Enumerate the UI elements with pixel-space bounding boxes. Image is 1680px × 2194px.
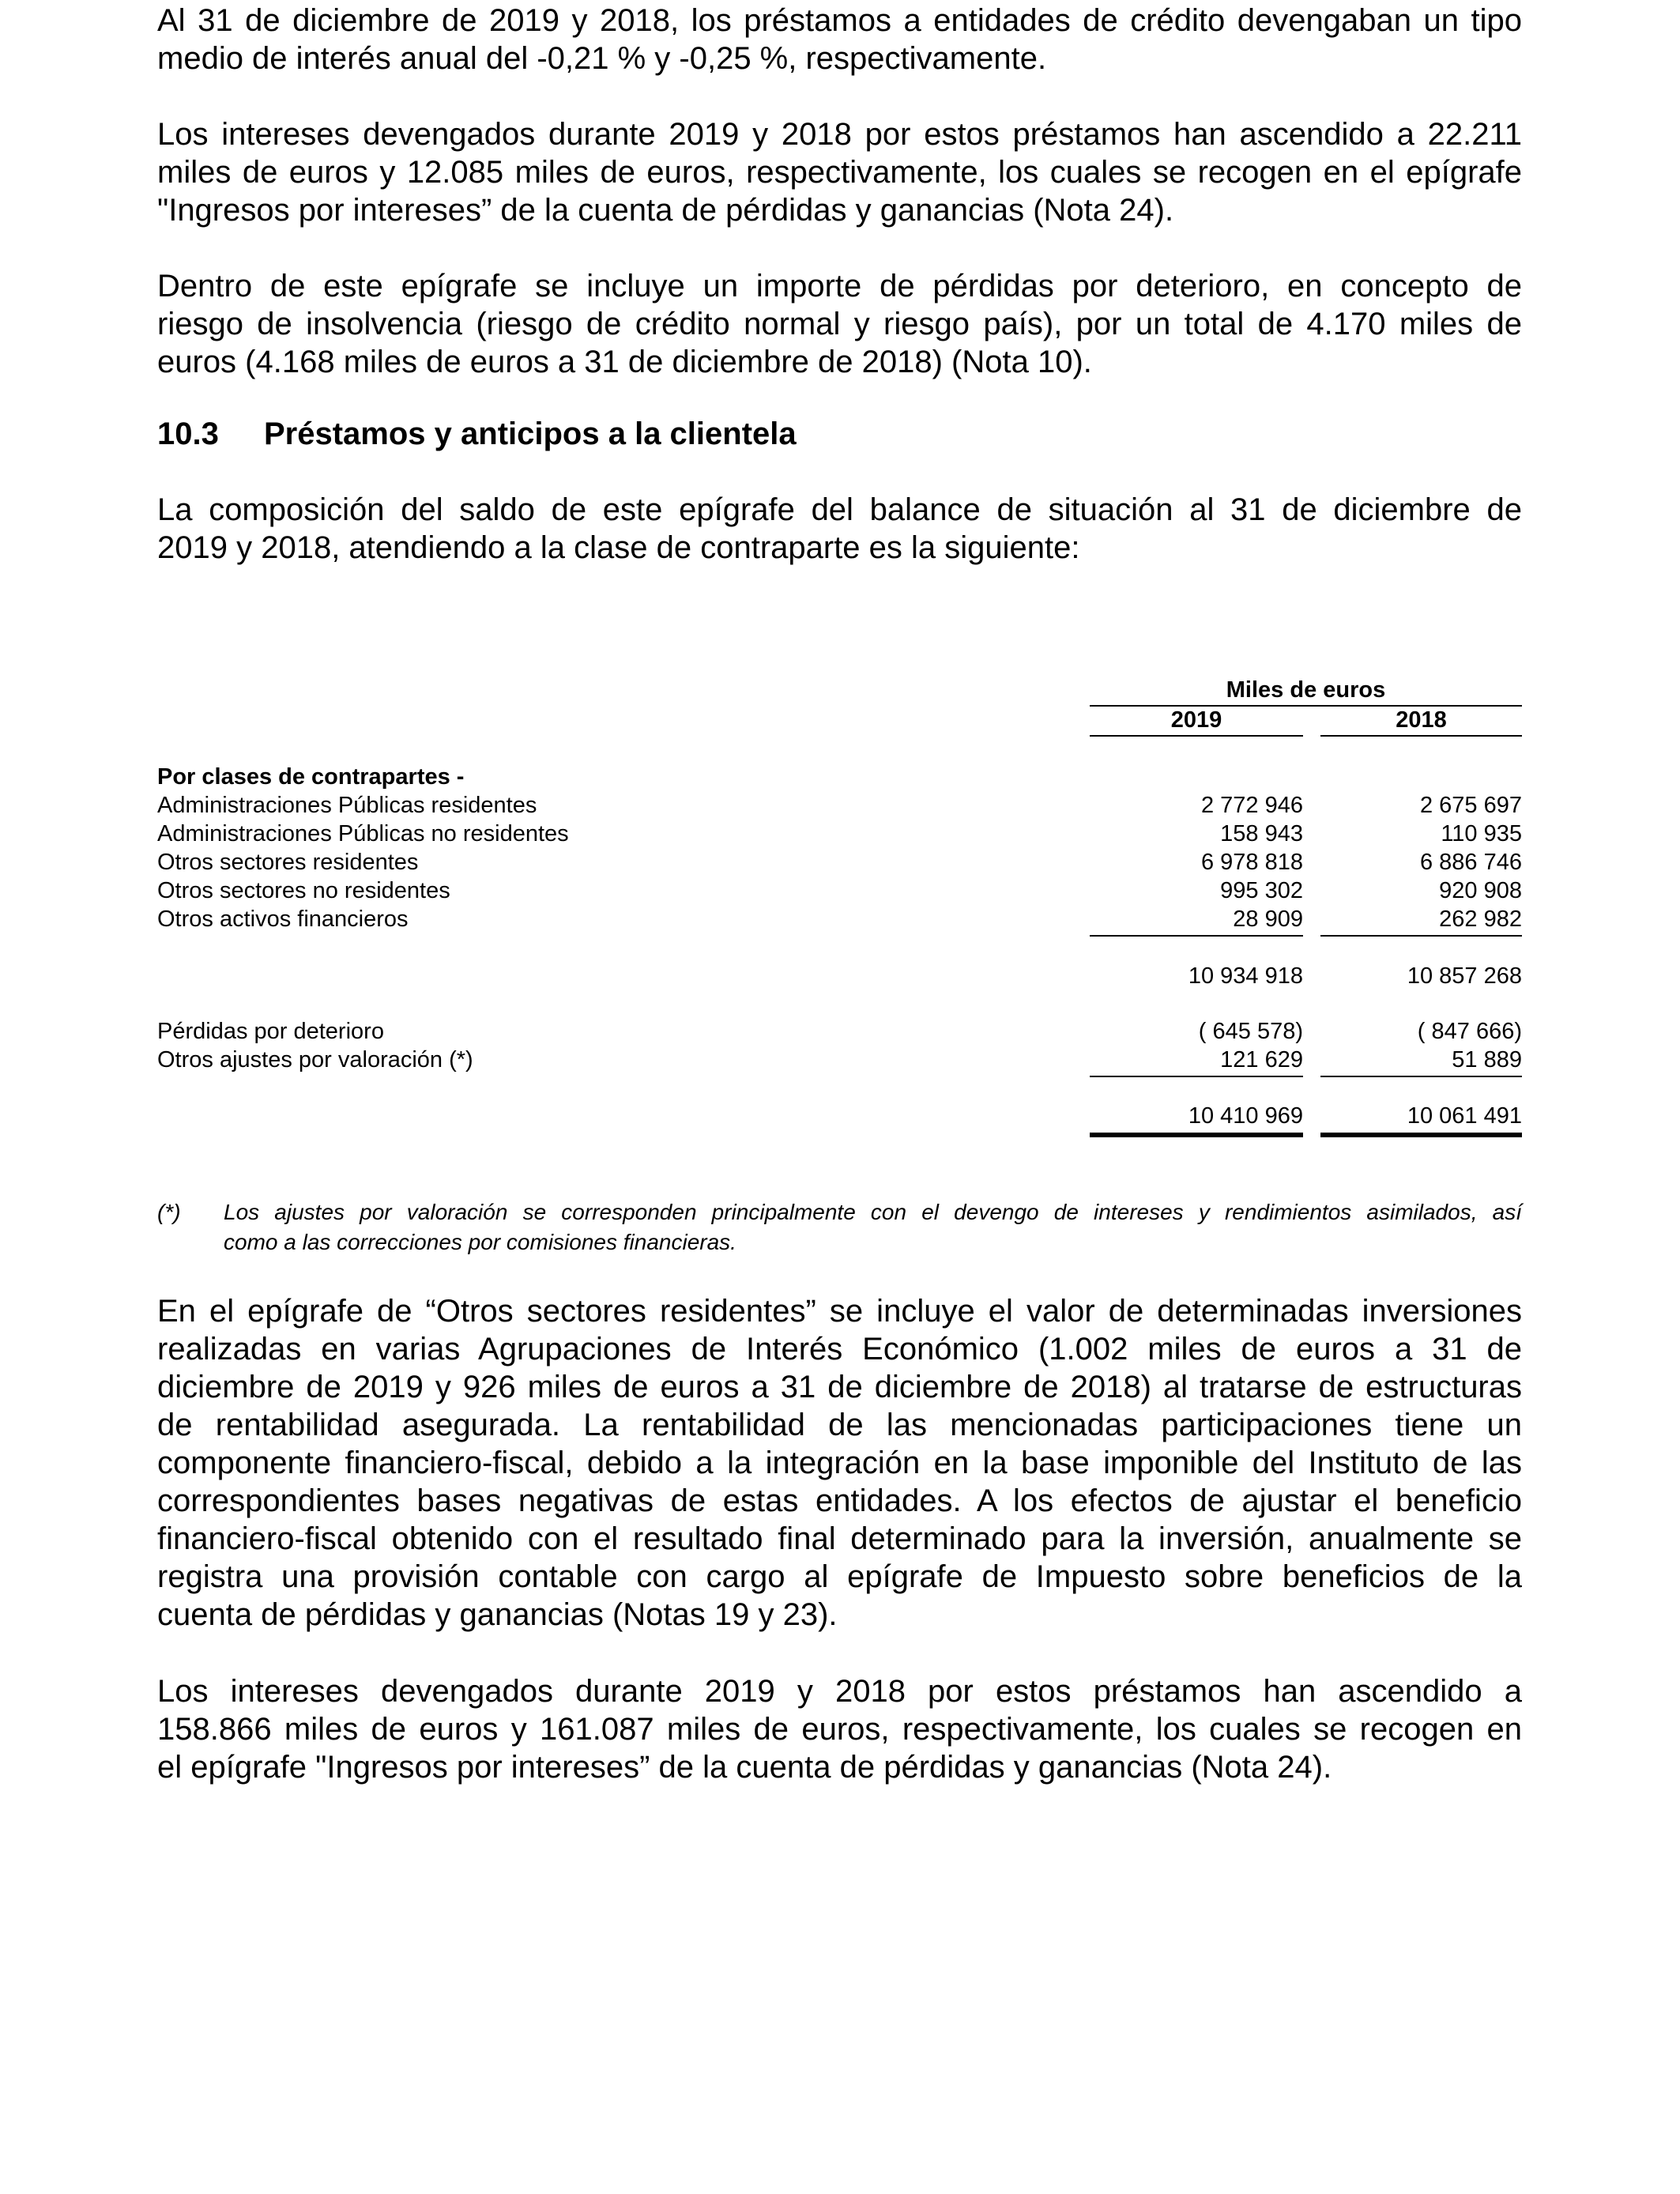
value-2018: 6 886 746	[1419, 850, 1522, 875]
value-2019: 158 943	[1220, 821, 1303, 846]
value-2019: 28 909	[1233, 907, 1303, 932]
value-2019: 995 302	[1220, 878, 1303, 903]
total-2019: 10 410 969	[1188, 1103, 1303, 1129]
total-row	[157, 1102, 1522, 1130]
text-line: "Ingresos por intereses” de la cuenta de pérdidas y ganancias (Nota 24).	[157, 193, 1174, 228]
table-row	[157, 791, 1522, 820]
column-header-2018: 2018	[1396, 707, 1447, 733]
column-header-2019: 2019	[1170, 707, 1222, 733]
paragraph-impairment	[157, 267, 1522, 381]
value-2018: 110 935	[1441, 821, 1522, 846]
table-row	[157, 876, 1522, 905]
text-line: medio de interés anual del -0,21 % y -0,25 %, respectivamente.	[157, 41, 1047, 76]
row-label: Otros ajustes por valoración (*)	[157, 1047, 473, 1072]
value-2018: 920 908	[1439, 878, 1522, 903]
table-row	[157, 1017, 1522, 1046]
subtotal-rule-2019	[1090, 935, 1303, 937]
text-line: de rentabilidad asegurada. La rentabilidad de las mencionadas participaciones tiene un	[157, 1408, 1522, 1442]
text-line: cuenta de pérdidas y ganancias (Notas 19 y 23).	[157, 1597, 838, 1632]
value-2019: 6 978 818	[1200, 850, 1303, 875]
subtotal-row	[157, 962, 1522, 990]
text-line: registra una provisión contable con cargo al epígrafe de Impuesto sobre beneficios de la	[157, 1559, 1522, 1594]
text-line: Al 31 de diciembre de 2019 y 2018, los préstamos a entidades de crédito devengaban un tipo	[157, 3, 1522, 38]
value-2018: ( 847 666)	[1417, 1019, 1522, 1044]
text-line: miles de euros y 12.085 miles de euros, respectivamente, los cuales se recogen en el epígrafe	[157, 155, 1522, 190]
table-group-row	[157, 763, 1522, 791]
row-label: Otros sectores residentes	[157, 850, 419, 875]
subtotal-rule-2018	[1320, 935, 1522, 937]
paragraph-accrued-interest	[157, 115, 1522, 229]
total-double-rule-2019	[1090, 1133, 1303, 1137]
text-line: componente financiero-fiscal, debido a la integración en la base imponible del Instituto de las	[157, 1446, 1522, 1480]
text-line: correspondientes bases negativas de estas entidades. A los efectos de ajustar el beneficio	[157, 1483, 1522, 1518]
table-row	[157, 905, 1522, 933]
value-2018: 51 889	[1452, 1047, 1522, 1072]
year-rule-2019	[1090, 735, 1303, 737]
value-2018: 262 982	[1439, 907, 1522, 932]
section-number: 10.3	[157, 417, 219, 451]
table-row	[157, 848, 1522, 876]
text-line: La composición del saldo de este epígrafe del balance de situación al 31 de diciembre de	[157, 492, 1522, 527]
row-label: Otros activos financieros	[157, 907, 409, 932]
subtotal-2018: 10 857 268	[1407, 963, 1522, 989]
value-2019: 2 772 946	[1200, 793, 1303, 818]
row-label: Administraciones Públicas no residentes	[157, 821, 569, 846]
paragraph-accrued-interest-clients	[157, 1672, 1522, 1786]
paragraph-other-sectors	[157, 1292, 1522, 1634]
text-line: En el epígrafe de “Otros sectores residentes” se incluye el valor de determinadas inversiones	[157, 1294, 1522, 1329]
total-2018: 10 061 491	[1407, 1103, 1522, 1129]
table-row	[157, 1046, 1522, 1074]
value-2019: ( 645 578)	[1198, 1019, 1303, 1044]
group-label: Por clases de contrapartes -	[157, 764, 465, 790]
table-row	[157, 820, 1522, 848]
text-line: financiero-fiscal obtenido con el resultado final determinado para la inversión, anualmente se	[157, 1521, 1522, 1556]
footnote-line: Los ajustes por valoración se corresponden principalmente con el devengo de intereses y rendimientos asimilados, así	[224, 1200, 1522, 1224]
text-line: euros (4.168 miles de euros a 31 de diciembre de 2018) (Nota 10).	[157, 345, 1092, 379]
text-line: diciembre de 2019 y 926 miles de euros a 31 de diciembre de 2018) al tratarse de estructuras	[157, 1370, 1522, 1404]
paragraph-composition	[157, 491, 1522, 567]
text-line: Los intereses devengados durante 2019 y 2018 por estos préstamos han ascendido a 22.211	[157, 117, 1522, 152]
row-label: Pérdidas por deterioro	[157, 1019, 384, 1044]
year-rule-2018	[1320, 735, 1522, 737]
text-line: 158.866 miles de euros y 161.087 miles de euros, respectivamente, los cuales se recogen en	[157, 1712, 1522, 1747]
value-2019: 121 629	[1220, 1047, 1303, 1072]
row-label: Otros sectores no residentes	[157, 878, 450, 903]
total-rule-2019	[1090, 1076, 1303, 1077]
value-2018: 2 675 697	[1419, 793, 1522, 818]
section-heading	[157, 415, 797, 453]
text-line: riesgo de insolvencia (riesgo de crédito normal y riesgo país), por un total de 4.170 miles de	[157, 307, 1522, 341]
total-rule-2018	[1320, 1076, 1522, 1077]
total-double-rule-2018	[1320, 1133, 1522, 1137]
table-header-units: Miles de euros	[1226, 677, 1386, 703]
text-line: 2019 y 2018, atendiendo a la clase de contraparte es la siguiente:	[157, 530, 1080, 565]
text-line: el epígrafe "Ingresos por intereses” de la cuenta de pérdidas y ganancias (Nota 24).	[157, 1750, 1332, 1785]
text-line: Los intereses devengados durante 2019 y 2018 por estos préstamos han ascendido a	[157, 1674, 1522, 1709]
row-label: Administraciones Públicas residentes	[157, 793, 537, 818]
footnote-line: como a las correcciones por comisiones financieras.	[224, 1230, 736, 1254]
text-line: Dentro de este epígrafe se incluye un importe de pérdidas por deterioro, en concepto de	[157, 269, 1522, 303]
text-line: realizadas en varias Agrupaciones de Interés Económico (1.002 miles de euros a 31 de	[157, 1332, 1522, 1367]
footnote-mark: (*)	[157, 1200, 181, 1224]
paragraph-interest-rate	[157, 2, 1522, 77]
subtotal-2019: 10 934 918	[1188, 963, 1303, 989]
section-title: Préstamos y anticipos a la clientela	[264, 417, 797, 451]
